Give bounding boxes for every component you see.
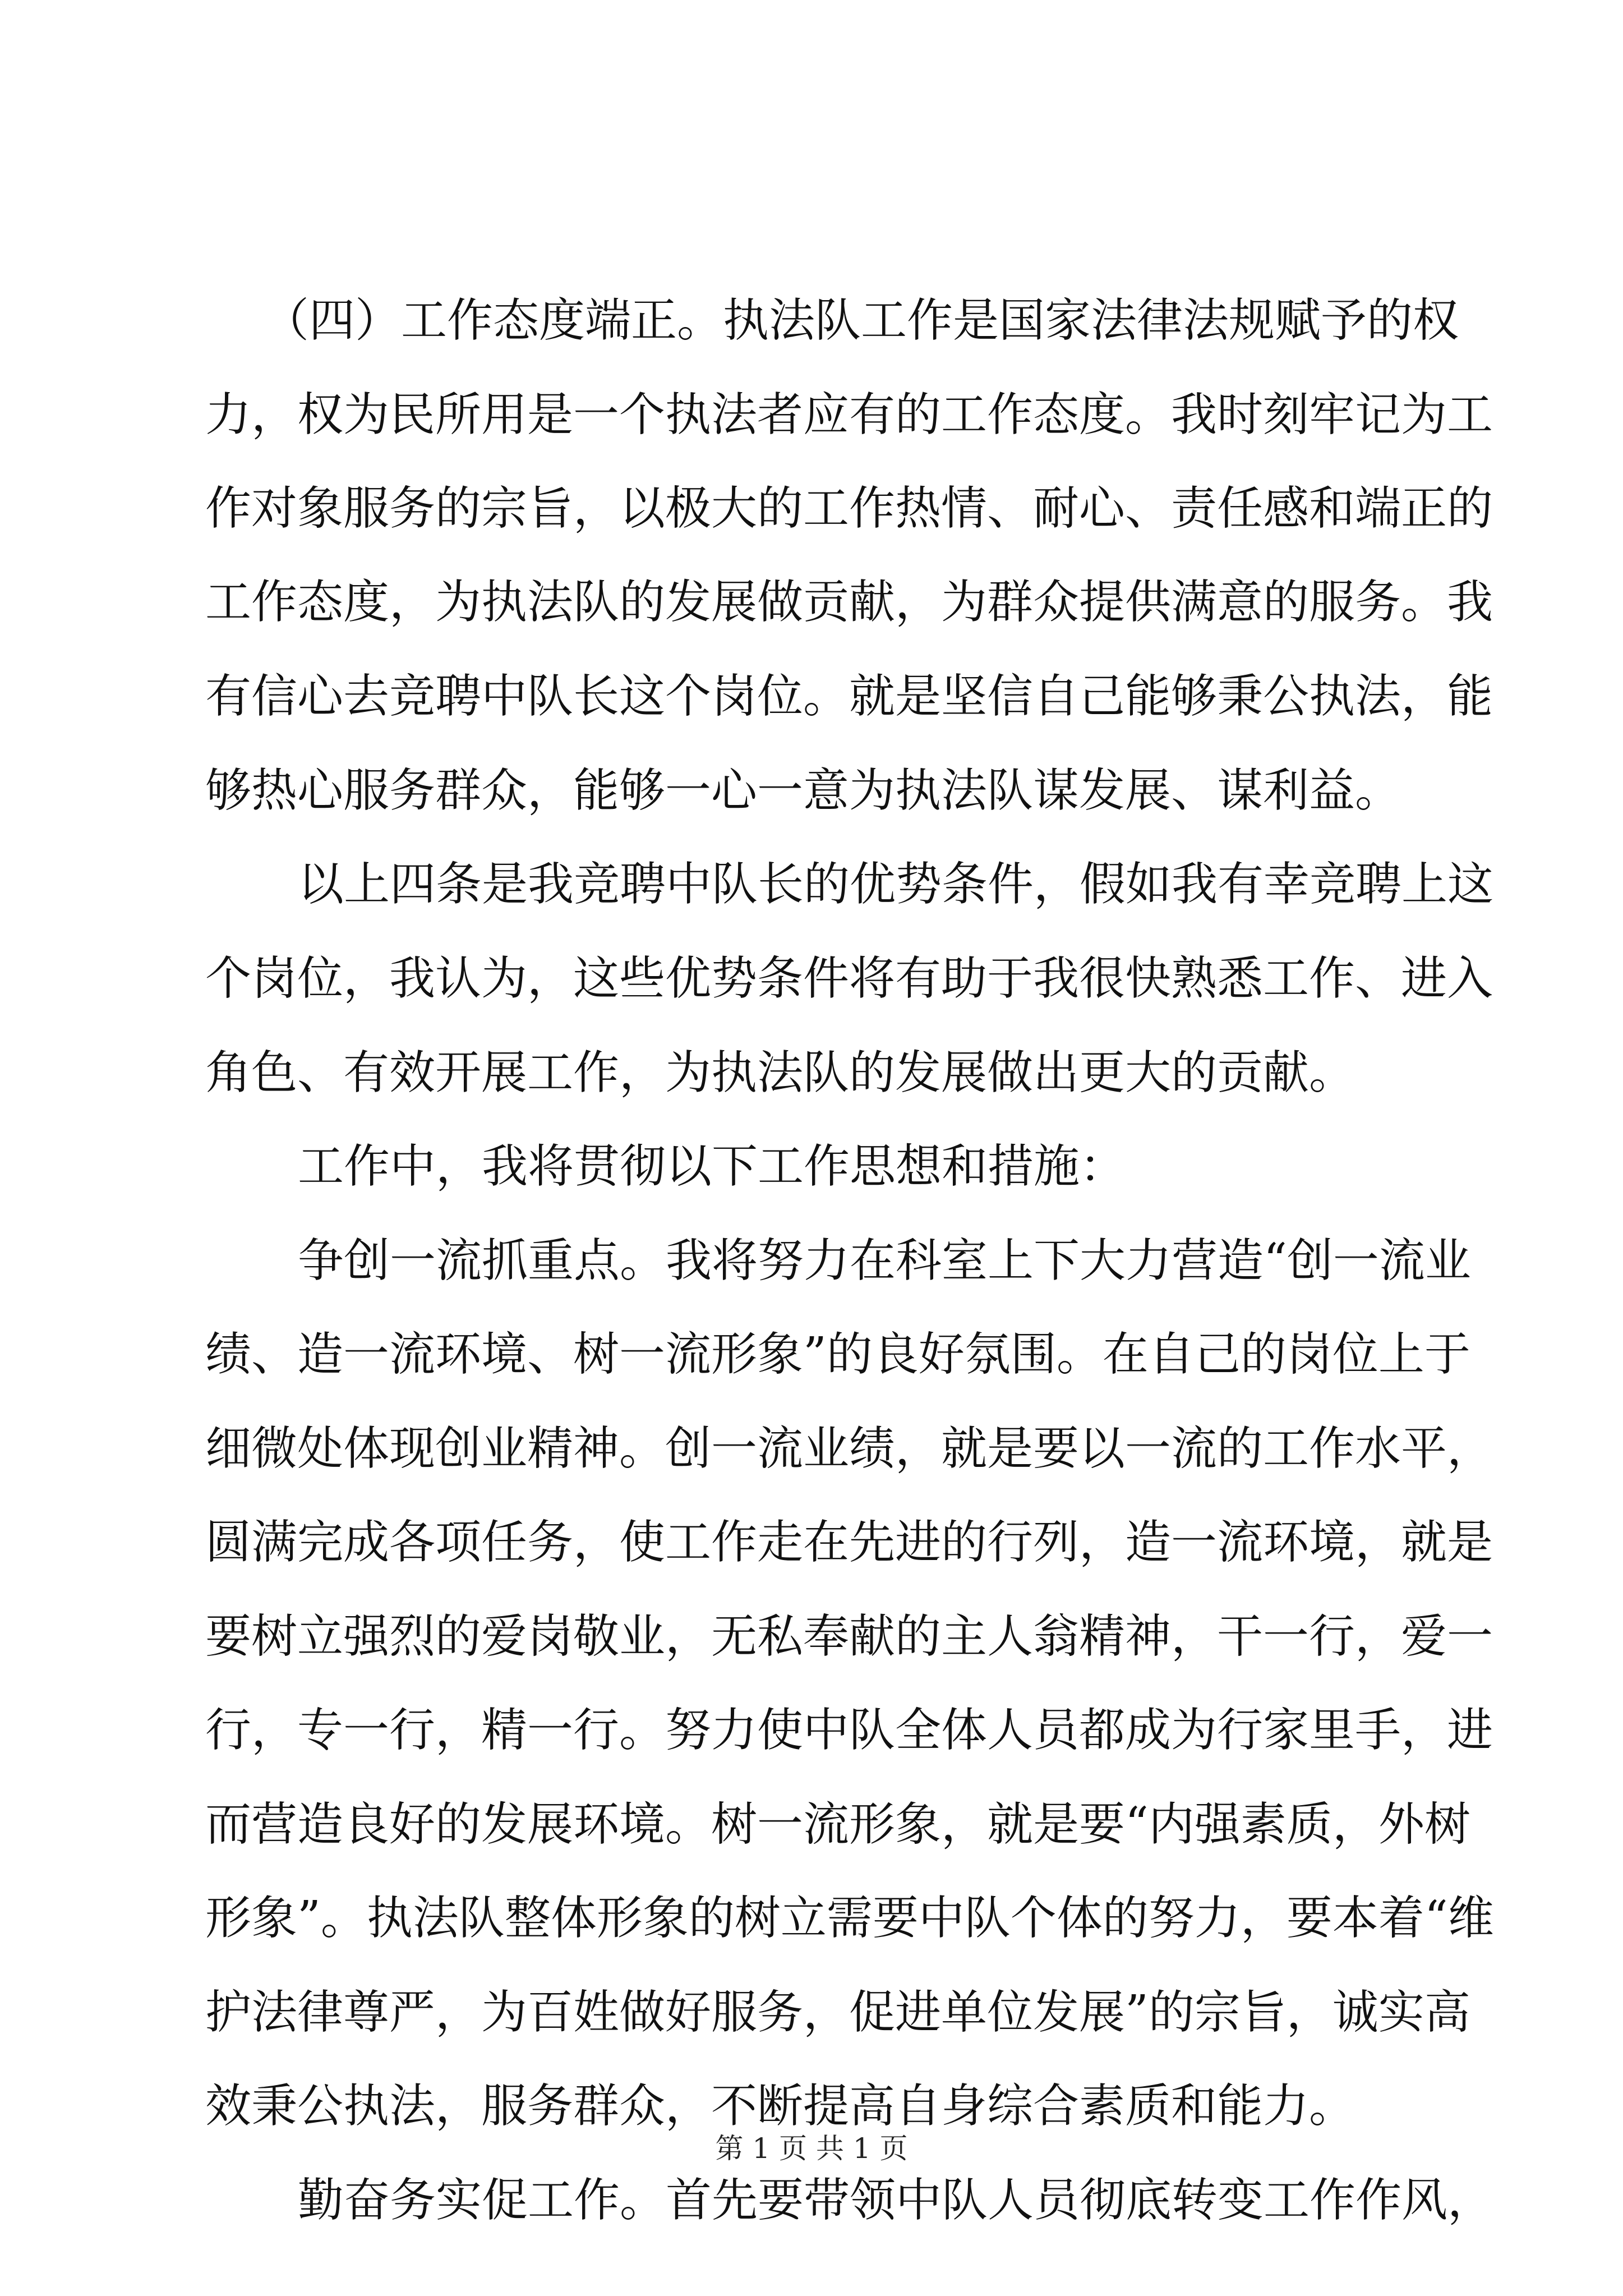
text-line: 力，权为民所用是一个执法者应有的工作态度。我时刻牢记为工 [205,388,1493,441]
text-line: 个岗位，我认为，这些优势条件将有助于我很快熟悉工作、进入 [205,952,1493,1005]
text-line: 细微处体现创业精神。创一流业绩，就是要以一流的工作水平， [205,1422,1493,1475]
text-line: 勤奋务实促工作。首先要带领中队人员彻底转变工作作风， [298,2174,1494,2227]
text-line: 作对象服务的宗旨，以极大的工作热情、耐心、责任感和端正的 [205,482,1493,535]
text-line: 效秉公执法，服务群众，不断提高自身综合素质和能力。 [205,2079,1355,2133]
text-line: 有信心去竞聘中队长这个岗位。就是坚信自己能够秉公执法，能 [205,670,1493,723]
text-line: 行，专一行，精一行。努力使中队全体人员都成为行家里手，进 [205,1704,1493,1757]
text-line: 绩、造一流环境、树一流形象”的良好氛围。在自己的岗位上于 [205,1328,1470,1381]
text-line: 护法律尊严，为百姓做好服务，促进单位发展”的宗旨，诚实高 [205,1986,1470,2039]
text-line: 要树立强烈的爱岗敬业，无私奉献的主人翁精神，干一行，爱一 [205,1610,1493,1663]
text-line: 工作中，我将贯彻以下工作思想和措施： [298,1140,1126,1193]
page-number-footer: 第 1 页 共 1 页 [715,2132,908,2165]
text-line: 圆满完成各项任务，使工作走在先进的行列，造一流环境，就是 [205,1516,1493,1569]
text-line: 工作态度，为执法队的发展做贡献，为群众提供满意的服务。我 [205,576,1493,629]
text-line: 角色、有效开展工作，为执法队的发展做出更大的贡献。 [205,1046,1355,1099]
text-line: 争创一流抓重点。我将努力在科室上下大力营造“创一流业 [298,1234,1471,1287]
text-line: 以上四条是我竞聘中队长的优势条件，假如我有幸竞聘上这 [298,858,1494,911]
text-line: （四）工作态度端正。执法队工作是国家法律法规赋予的权 [263,294,1459,347]
text-line: 够热心服务群众，能够一心一意为执法队谋发展、谋利益。 [205,764,1401,817]
text-line: 而营造良好的发展环境。树一流形象，就是要“内强素质，外树 [205,1798,1470,1851]
text-line: 形象”。执法队整体形象的树立需要中队个体的努力，要本着“维 [205,1892,1494,1945]
